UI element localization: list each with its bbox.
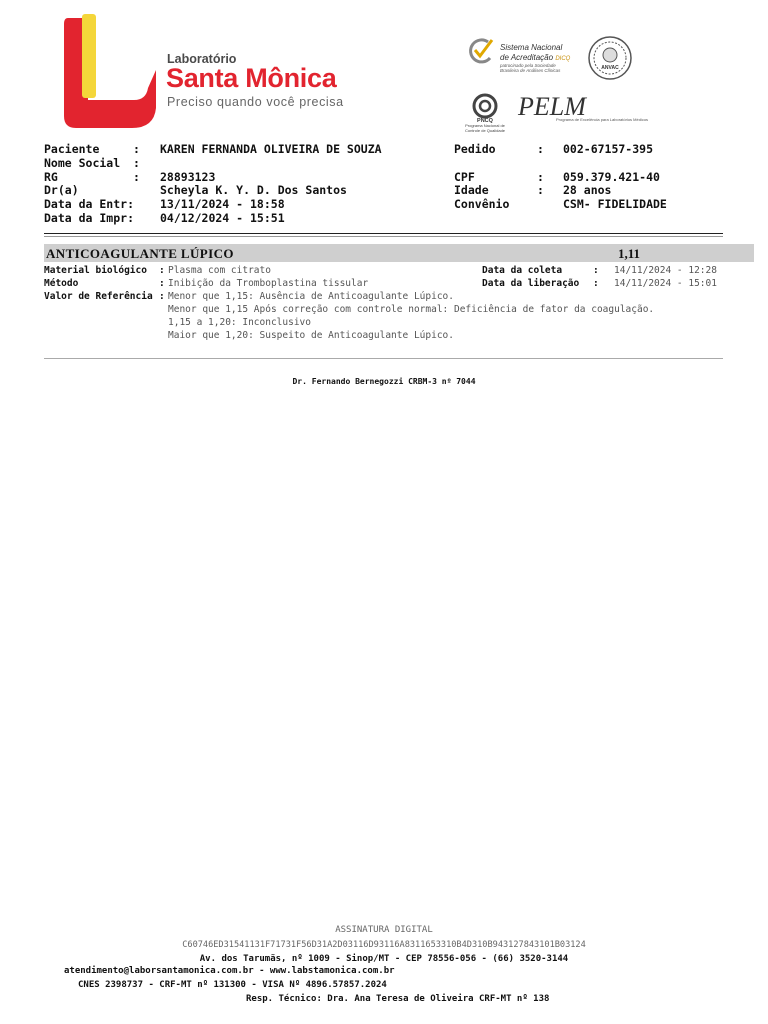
logo-name: Santa Mônica bbox=[166, 63, 337, 93]
colon: : bbox=[133, 156, 140, 170]
label-material: Material biológico bbox=[44, 265, 147, 276]
anvac-seal bbox=[588, 36, 632, 80]
pelm-subtitle: Programa de Excelência para Laboratórios Médicos bbox=[556, 117, 649, 122]
pncq-label: PNCQ bbox=[477, 118, 493, 123]
footer-resp-tecnico: Resp. Técnico: Dra. Ana Teresa de Oliveira CRF-MT nº 138 bbox=[246, 994, 550, 1004]
label-paciente: Paciente bbox=[44, 142, 100, 156]
referencia-line: Menor que 1,15: Ausência de Anticoagulante Lúpico. bbox=[168, 291, 454, 302]
signatory: Dr. Fernando Bernegozzi CRBM-3 nº 7044 bbox=[292, 377, 476, 386]
label-nome-social: Nome Social bbox=[44, 156, 121, 170]
footer-hash: C60746ED31541131F71731F56D31A2D03116D93116A8311653310B4D310B943127843101B03124 bbox=[182, 940, 586, 950]
label-liberacao: Data da liberação bbox=[482, 278, 580, 289]
header-divider-thin bbox=[44, 236, 723, 237]
pncq-subtitle: Programa Nacional de Controle de Qualidade bbox=[464, 123, 506, 133]
label-rg: RG bbox=[44, 170, 58, 184]
label-dr: Dr(a) bbox=[44, 183, 79, 197]
colon: : bbox=[133, 142, 140, 156]
sna-check-icon bbox=[468, 36, 494, 66]
exam-title: ANTICOAGULANTE LÚPICO bbox=[46, 246, 234, 261]
label-metodo: Método bbox=[44, 278, 79, 289]
label-convenio: Convênio bbox=[454, 197, 510, 211]
footer-cnes: CNES 2398737 - CRF-MT nº 131300 - VISA Nº 4896.57857.2024 bbox=[78, 980, 387, 990]
material-value: Plasma com citrato bbox=[168, 265, 271, 276]
label-impressao: Data da Impr: bbox=[44, 211, 135, 225]
header-divider bbox=[44, 233, 723, 234]
sna-line2: de Acreditação DICQ bbox=[500, 53, 571, 62]
referencia-line: Menor que 1,15 Após correção com controle normal: Deficiência de fator da coagulação. bbox=[168, 304, 655, 315]
colon: : bbox=[593, 265, 599, 276]
colon: : bbox=[537, 183, 544, 197]
pncq-icon bbox=[470, 93, 500, 123]
dr-value: Scheyla K. Y. D. Dos Santos bbox=[160, 183, 347, 197]
liberacao-value: 14/11/2024 - 15:01 bbox=[614, 278, 717, 289]
paciente-value: KAREN FERNANDA OLIVEIRA DE SOUZA bbox=[160, 142, 382, 156]
coleta-value: 14/11/2024 - 12:28 bbox=[614, 265, 717, 276]
santa-monica-logo-mark bbox=[60, 12, 158, 132]
footer-contact: atendimento@laborsantamonica.com.br - www.labstamonica.com.br bbox=[64, 966, 395, 976]
colon: : bbox=[159, 278, 165, 289]
colon: : bbox=[537, 142, 544, 156]
logo-tagline: Preciso quando você precisa bbox=[167, 95, 344, 109]
colon: : bbox=[159, 291, 165, 302]
pelm-logo: PELM bbox=[518, 92, 586, 121]
convenio-value: CSM- FIDELIDADE bbox=[563, 197, 667, 211]
metodo-value: Inibição da Tromboplastina tissular bbox=[168, 278, 369, 289]
label-coleta: Data da coleta bbox=[482, 265, 563, 276]
label-idade: Idade bbox=[454, 183, 489, 197]
colon: : bbox=[537, 170, 544, 184]
label-cpf: CPF bbox=[454, 170, 475, 184]
footer-address: Av. dos Tarumãs, nº 1009 - Sinop/MT - CEP 78556-056 - (66) 3520-3144 bbox=[199, 954, 569, 964]
entrada-value: 13/11/2024 - 18:58 bbox=[160, 197, 285, 211]
colon: : bbox=[133, 170, 140, 184]
cpf-value: 059.379.421-40 bbox=[563, 170, 660, 184]
label-entrada: Data da Entr: bbox=[44, 197, 135, 211]
footer-assinatura: ASSINATURA DIGITAL bbox=[335, 925, 433, 935]
sna-line3: patrocinado pela Sociedade Brasileira de Análises Clínicas bbox=[500, 63, 561, 73]
referencia-line: 1,15 a 1,20: Inconclusivo bbox=[168, 317, 311, 328]
label-pedido: Pedido bbox=[454, 142, 496, 156]
exam-divider bbox=[44, 358, 723, 359]
referencia-line: Maior que 1,20: Suspeito de Anticoagulante Lúpico. bbox=[168, 330, 454, 341]
impressao-value: 04/12/2024 - 15:51 bbox=[160, 211, 285, 225]
label-referencia: Valor de Referência bbox=[44, 291, 153, 302]
colon: : bbox=[593, 278, 599, 289]
seal-text: ANVAC bbox=[601, 65, 619, 71]
logo-lab-label: Laboratório bbox=[167, 52, 237, 66]
sna-line1: Sistema Nacional bbox=[500, 43, 563, 52]
pedido-value: 002-67157-395 bbox=[563, 142, 654, 156]
exam-result-value: 1,11 bbox=[618, 246, 641, 261]
rg-value: 28893123 bbox=[160, 170, 216, 184]
idade-value: 28 anos bbox=[563, 183, 612, 197]
colon: : bbox=[159, 265, 165, 276]
